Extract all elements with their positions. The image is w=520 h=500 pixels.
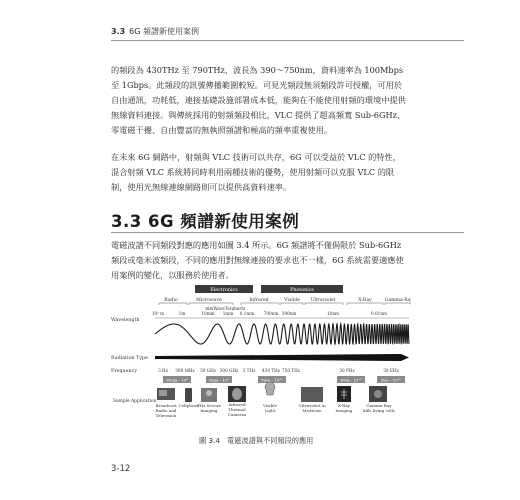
- svg-text:1m: 1m: [178, 311, 186, 316]
- page-number: 3-12: [111, 464, 131, 474]
- svg-text:30 GHz: 30 GHz: [200, 368, 216, 373]
- header-section-number: 3.3: [111, 27, 126, 36]
- svg-text:Cellphone: Cellphone: [178, 403, 200, 408]
- band-ultraviolet: Ultraviolet: [310, 298, 336, 303]
- svg-text:Exa - 10¹⁸: Exa - 10¹⁸: [381, 377, 401, 383]
- sample-application-label: Sample Application: [113, 399, 157, 404]
- svg-text:10mm: 10mm: [201, 311, 215, 316]
- header-section-title: 6G 頻譜新使用案例: [129, 27, 200, 36]
- svg-text:X-RayImaging: X-Ray Imaging: [335, 403, 353, 413]
- paragraph-vlc-band: 的頻段為 430THz 至 790THz，波長為 390～750nm，資料速率為 100Mbps 至 1Gbps。此頻段的訊號傳播範圍較短。可見光頻段無須頻段許可授權，可用於自由通訊，功耗低，連接基礎設施部署成本低，能夠在不能使用射頻的環境中提供無線資料連接。與傳統採用的射頻頻段相比，VLC 提供了超高頻寬 Sub-6GHz、零電磁干擾、自由豐富的無執照頻譜和極高的頻率重複使用。: [111, 65, 406, 135]
- spectrum-diagram: [111, 284, 411, 432]
- running-header: [111, 26, 199, 37]
- uv-medicine-icon: [301, 387, 323, 402]
- paragraph-rf-vlc-coexist: 在未來 6G 網路中，射頻與 VLC 技術可以共存，6G 可以受益於 VLC 的特性，混合射頻 VLC 系統將同時利用兩種技術的優勢，使用射頻可以克服 VLC 的限制，使用光無線連線網路則可以提供高資料速率。: [111, 152, 401, 192]
- svg-text:1mm: 1mm: [222, 311, 234, 316]
- radiation-arrow: [155, 354, 409, 361]
- svg-text:30 EHz: 30 EHz: [383, 368, 399, 373]
- svg-text:Giga - 10⁹: Giga - 10⁹: [208, 377, 230, 383]
- svg-text:30 PHz: 30 PHz: [339, 368, 355, 373]
- header-rule: [111, 40, 464, 41]
- band-visible: Visible: [284, 298, 300, 303]
- svg-text:300 MHz: 300 MHz: [175, 368, 195, 373]
- band-infrared: Infrared: [249, 298, 269, 303]
- svg-text:Ultraviolet inMedicine: Ultraviolet in Medicine: [298, 403, 326, 413]
- band-gammaray: Gamma-Ray: [384, 298, 411, 303]
- spectrum-figure: [111, 284, 411, 432]
- application-icons: [157, 382, 387, 402]
- wavelength-row-label: Wavelength: [111, 318, 140, 323]
- frequency-row-label: Frequency: [111, 369, 137, 374]
- figure-caption: 圖 3.4 電磁波譜與不同頻段的應用: [199, 436, 314, 445]
- cellphone-icon: [185, 388, 192, 402]
- svg-text:390nm: 390nm: [281, 311, 297, 316]
- terahertz-label: Terahertz: [224, 306, 246, 311]
- wavelength-1: 10³ m: [151, 311, 165, 316]
- svg-text:300 GHz: 300 GHz: [219, 368, 239, 373]
- svg-text:3 Hz: 3 Hz: [158, 368, 168, 373]
- section-rule: [111, 232, 464, 233]
- band-radio: Radio: [164, 298, 178, 303]
- band-microwave: Microwave: [196, 298, 222, 303]
- radiation-type-label: Radiation Type: [111, 356, 148, 361]
- svg-text:Mega - 10⁶: Mega - 10⁶: [166, 377, 188, 383]
- svg-text:0.01nm: 0.01nm: [371, 311, 387, 316]
- spectrum-wave: [155, 324, 409, 344]
- band-xray: X-Ray: [358, 298, 372, 303]
- svg-text:750 THz: 750 THz: [282, 368, 300, 373]
- svg-text:VisibleLight: Visible Light: [263, 403, 277, 413]
- section-heading-title: 6G 頻譜新使用案例: [147, 212, 300, 231]
- photonics-label: Photonics: [290, 288, 314, 293]
- svg-text:0.1mm: 0.1mm: [239, 311, 255, 316]
- svg-text:Tera - 10¹²: Tera - 10¹²: [261, 377, 283, 383]
- svg-text:700nm: 700nm: [263, 311, 279, 316]
- svg-text:THz SecureImaging: THz Secure Imaging: [196, 403, 222, 413]
- section-heading-number: 3.3: [111, 212, 142, 231]
- svg-text:Peta - 10¹⁵: Peta - 10¹⁵: [340, 377, 362, 383]
- svg-text:BroadcastRadio andTelevision: Broadcast Radio and Television: [155, 403, 177, 418]
- svg-text:3 THz: 3 THz: [242, 368, 256, 373]
- section-heading: [111, 208, 299, 232]
- paragraph-spectrum-intro: 電磁波譜不同頻段對應的應用如圖 3.4 所示。6G 頻譜將不僅侷限於 Sub-6GHz 頻段或毫米波頻段，不同的應用對無線連接的要求也不一樣，6G 系統需要適應使用案例的變化，以服務於使用者。: [111, 240, 404, 280]
- electronics-label: Electronics: [210, 288, 238, 293]
- svg-text:430 THz: 430 THz: [262, 368, 280, 373]
- svg-text:InfraredThermalCameras: Infrared Thermal Cameras: [227, 402, 247, 417]
- light-bulb-icon: [265, 382, 275, 395]
- svg-text:10nm: 10nm: [327, 311, 339, 316]
- mmwave-label: mmWave: [205, 306, 225, 311]
- svg-text:Gamma-Raykills living cells: Gamma-Ray kills living cells: [362, 403, 396, 413]
